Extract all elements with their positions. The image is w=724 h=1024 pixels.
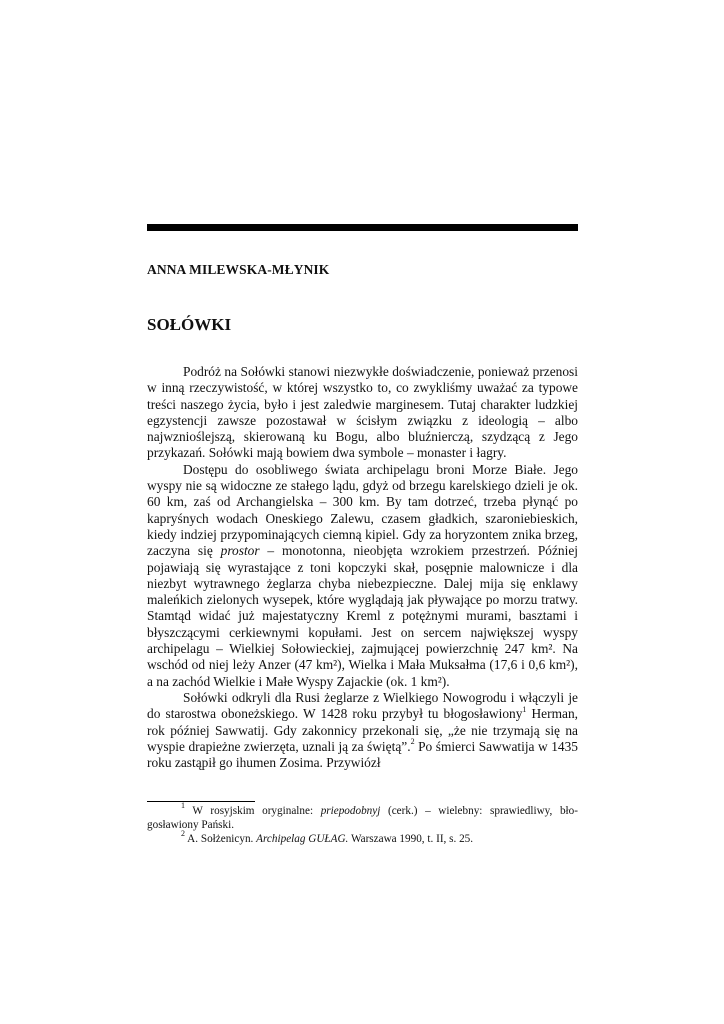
text-segment: Sołówki odkryli dla Rusi żeglarze z Wielkiego Nowogrodu i włączyli je do starostwa oboneżskiego. W 1428 roku przybył tu błogosławiony xyxy=(147,689,578,722)
text-segment: W rosyjskim oryginalne: xyxy=(185,805,321,817)
footnote-ref-2[interactable]: 2 xyxy=(410,737,415,747)
footnote-2 xyxy=(147,828,578,847)
text-segment: (cerk.) – wielebny: sprawiedliwy, błogosławiony Pański. xyxy=(147,805,578,831)
footnote-marker: 1 xyxy=(181,801,185,811)
author-name: ANNA MILEWSKA-MŁYNIK xyxy=(147,262,330,277)
paragraph-1 xyxy=(147,364,578,462)
text-segment: A. Sołżenicyn. xyxy=(185,832,257,845)
footnotes xyxy=(147,801,578,846)
text-segment: Podróż na Sołówki stanowi niezwykłe doświadczenie, ponieważ przenosi w inną rzeczywistość, w której wszystko to, co zwykliśmy uważać za typowe treści naszego życia, było i jest zaledwie marginesem. Tutaj charakter ludzkiej egzystencji zawsze pozostawał w ścisłym związku z ideologią – albo najwznioślejszą, skierowaną ku Bogu, albo bluźnierczą, szydzącą z Jego przykazań. Sołówki mają bowiem dwa symbole – monaster i łagry. xyxy=(147,364,578,461)
italic-book-title: Archipelag GUŁAG. xyxy=(256,832,349,845)
text-segment: Herman, rok później Sawwatij. Gdy zakonnicy przekonali się, „że nie trzymają się na wyspie drapieżne zwierzęta, uznali ją za świętą”. xyxy=(147,706,578,754)
header-rule xyxy=(147,224,578,231)
italic-term: prostor xyxy=(220,543,260,559)
article-body xyxy=(147,364,578,771)
italic-term: priepodobnyj xyxy=(320,805,381,817)
article-title: SOŁÓWKI xyxy=(147,315,232,334)
paragraph-2 xyxy=(147,462,578,690)
footnote-marker: 2 xyxy=(181,828,185,838)
footnote-rule xyxy=(147,801,255,802)
text-segment: Dostępu do osobliwego świata archipelagu broni Morze Białe. Jego wyspy nie są widoczne ze stałego lądu, gdyż od brzegu karelskiego dzieli je ok. 60 km, zaś od Archangielska – 300 km. By tam dotrzeć, trzeba płynąć po kapryśnych wodach Oneskiego Zalewu, czasem gładkich, szaroniebieskich, kiedy indziej przypominających ciemną kipiel. Gdy za horyzontem znika brzeg, zaczyna się xyxy=(147,461,578,559)
footnote-1 xyxy=(147,801,578,833)
footnote-ref-1[interactable]: 1 xyxy=(522,704,527,714)
text-segment: Po śmierci Sawwatija w 1435 roku zastąpił go ihumen Zosima. Przywiózł xyxy=(147,738,578,771)
paragraph-3 xyxy=(147,690,578,771)
text-segment: Warszawa 1990, t. II, s. 25. xyxy=(348,832,474,845)
text-segment: – monotonna, nieobjęta wzrokiem przestrzeń. Później pojawiają się wyrastające z toni kopczyki skał, posępnie malownicze i dla niezbyt wytrawnego żeglarza chyba niebezpieczne. Dalej mija się enklawy maleńkich zielonych wysepek, które wyglądają jak pływające po morzu tratwy. Stamtąd widać już majestatyczny Kreml z potężnymi murami, basztami i błyszczącymi cerkiewnymi kopułami. Jest on sercem największej wyspy archipelagu – Wielkiej Sołowieckiej, zajmującej powierzchnię 247 km². Na wschód od niej leży Anzer (47 km²), Wielka i Mała Muksałma (17,6 i 0,6 km²), a na zachód Wielkie i Małe Wyspy Zajackie (ok. 1 km²). xyxy=(147,543,578,689)
